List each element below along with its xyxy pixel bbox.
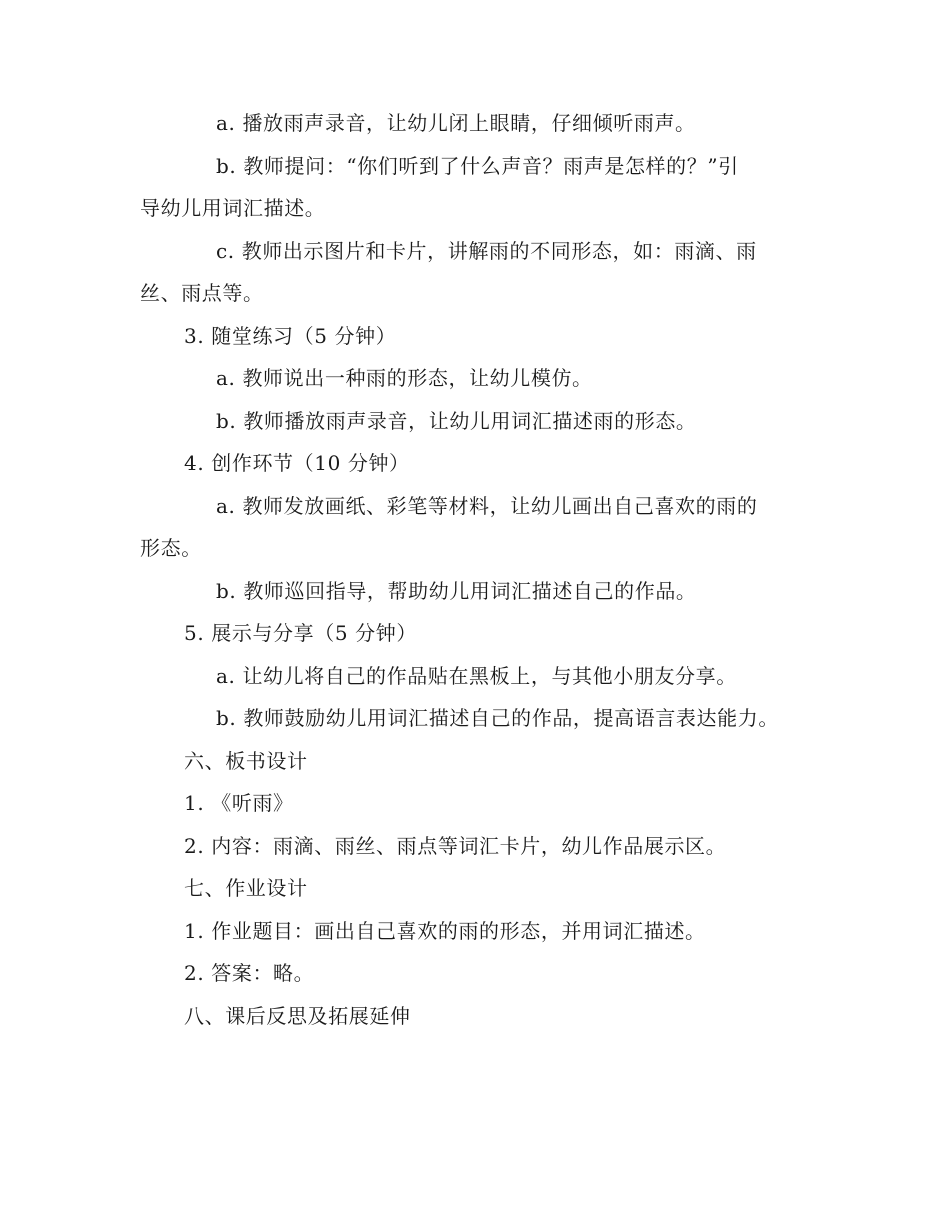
text-line: a. 播放雨声录音，让幼儿闭上眼睛，仔细倾听雨声。 [216, 111, 696, 135]
text-line: b. 教师鼓励幼儿用词汇描述自己的作品，提高语言表达能力。 [216, 706, 779, 730]
text-line: 1. 《听雨》 [184, 791, 294, 815]
text-line: a. 让幼儿将自己的作品贴在黑板上，与其他小朋友分享。 [216, 663, 737, 688]
section-heading: 5. 展示与分享（5 分钟） [184, 621, 417, 645]
text-line: 导幼儿用词汇描述。 [140, 196, 326, 220]
text-line: b. 教师提问：“你们听到了什么声音？雨声是怎样的？”引 [216, 153, 739, 178]
section-heading: 3. 随堂练习（5 分钟） [184, 323, 397, 348]
section-heading: 4. 创作环节（10 分钟） [184, 451, 410, 475]
text-line: b. 教师播放雨声录音，让幼儿用词汇描述雨的形态。 [216, 408, 697, 433]
text-line: a. 教师发放画纸、彩笔等材料，让幼儿画出自己喜欢的雨的 [216, 493, 758, 518]
text-line: c. 教师出示图片和卡片，讲解雨的不同形态，如：雨滴、雨 [216, 238, 757, 263]
chapter-heading: 六、板书设计 [184, 748, 308, 773]
text-line: 形态。 [140, 536, 202, 560]
text-line: 1. 作业题目：画出自己喜欢的雨的形态，并用词汇描述。 [184, 918, 706, 943]
text-line: a. 教师说出一种雨的形态，让幼儿模仿。 [216, 366, 593, 390]
chapter-heading: 七、作业设计 [184, 876, 308, 900]
text-line: b. 教师巡回指导，帮助幼儿用词汇描述自己的作品。 [216, 578, 697, 603]
text-line: 丝、雨点等。 [140, 281, 264, 305]
chapter-heading: 八、课后反思及拓展延伸 [184, 1003, 411, 1028]
text-line: 2. 答案：略。 [184, 961, 315, 985]
document-body [140, 102, 820, 1037]
text-line: 2. 内容：雨滴、雨丝、雨点等词汇卡片，幼儿作品展示区。 [184, 833, 727, 858]
